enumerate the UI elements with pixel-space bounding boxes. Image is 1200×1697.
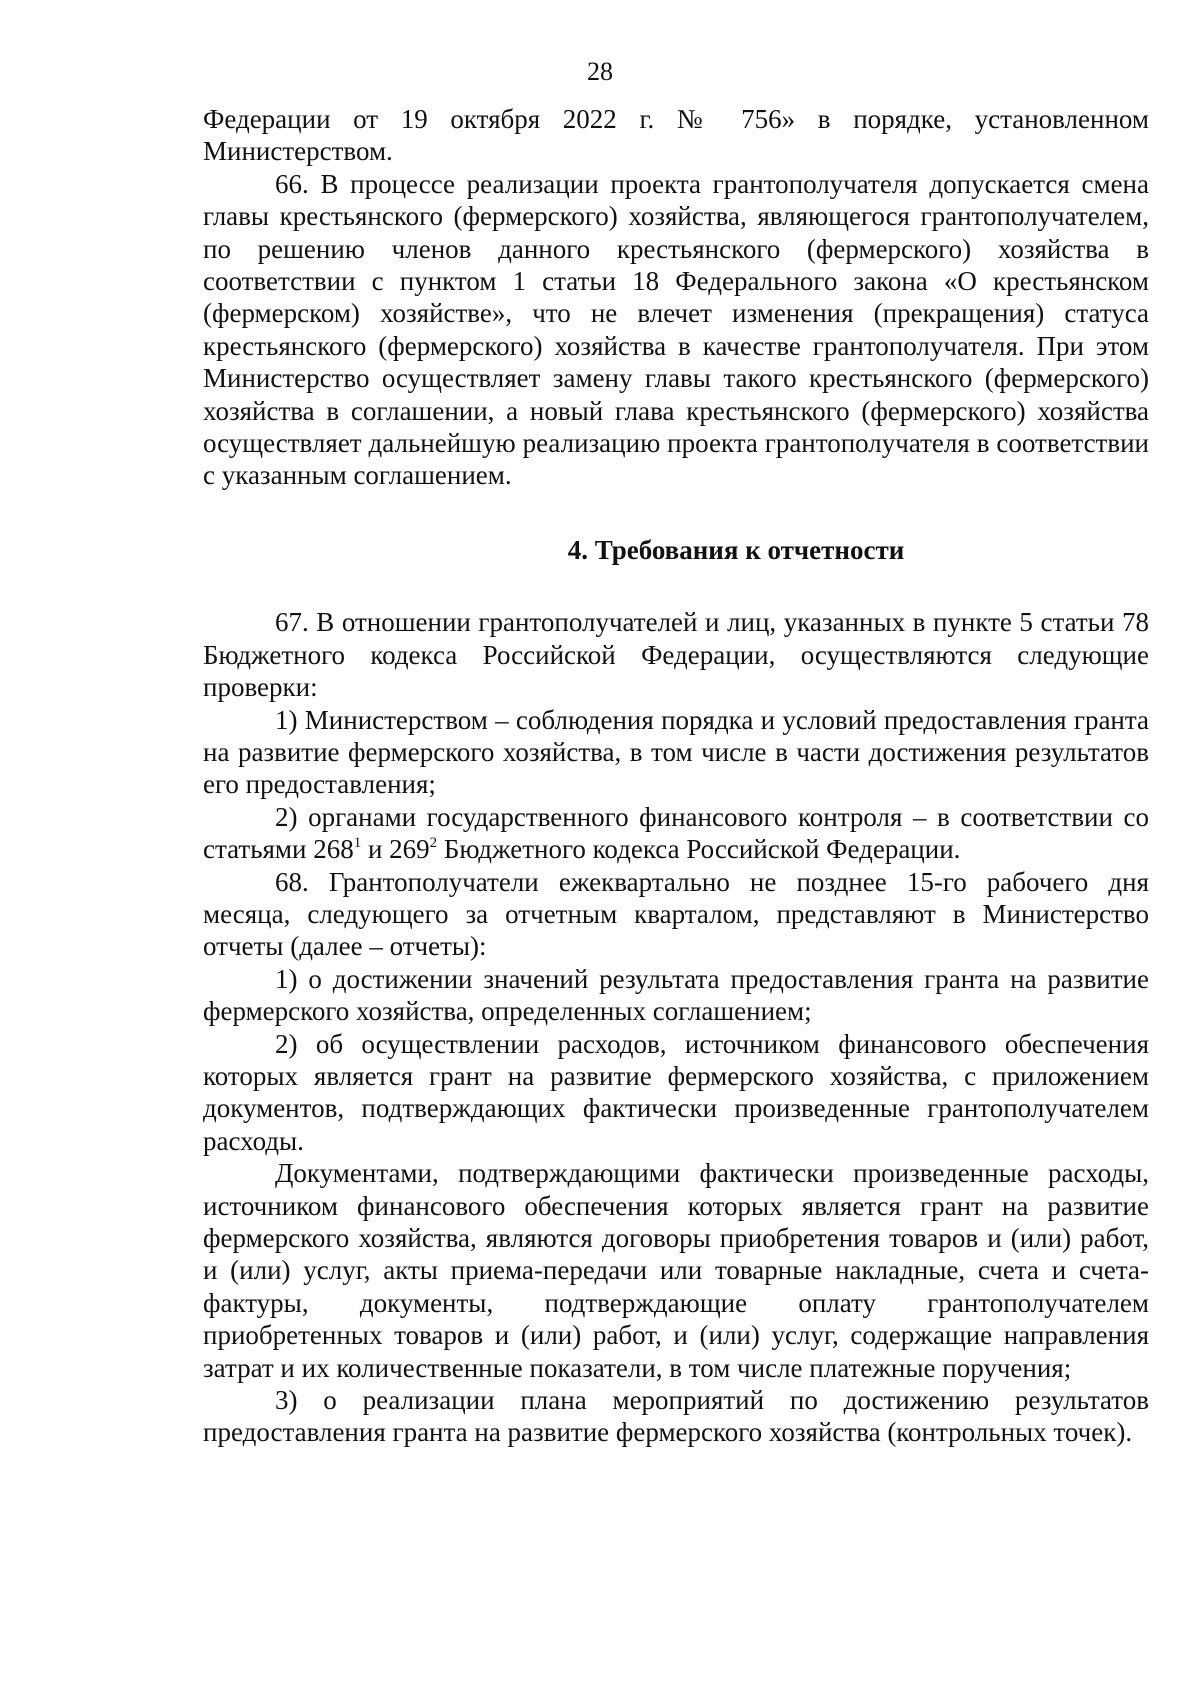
paragraph-68: 68. Грантополучатели ежеквартально не позднее 15-го рабочего дня месяца, следующего за отчетным кварталом, представляют в Министерство отчеты (далее – отчеты): [203, 866, 1149, 962]
paragraph-68-item-2: 2) об осуществлении расходов, источником финансового обеспечения которых является грант на развитие фермерского хозяйства, с приложением документов, подтверждающих фактически произведенные грантополучателем расходы. [203, 1028, 1149, 1156]
articles-middle: и 269 [361, 834, 430, 865]
articles-suffix: Бюджетного кодекса Российской Федерации. [437, 834, 961, 865]
articles-prefix: 2) органами государственного финансового контроля – в соответствии со статьями 268 [203, 801, 1149, 865]
paragraph-documents: Документами, подтверждающими фактически произведенные расходы, источником финансового обеспечения которых является грант на развитие фермерского хозяйства, являются договоры приобретения товаров и (или) работ, и (или) услуг, акты приема-передачи или товарные накладные, счета и счета-фактуры, документы, подтверждающие оплату грантополучателем приобретенных товаров и (или) работ, и (или) услуг, содержащие направления затрат и их количественные показатели, в том числе платежные поручения; [203, 1158, 1149, 1383]
section-heading: 4. Требования к отчетности [567, 534, 905, 565]
article-269-superscript: 2 [429, 835, 438, 852]
paragraph-67-item-1: 1) Министерством – соблюдения порядка и условий предоставления гранта на развитие фермерского хозяйства, в том числе в части достижения результатов его предоставления; [203, 704, 1149, 800]
paragraph-continuation: Федерации от 19 октября 2022 г. № 756» в порядке, установленном Министерством. [203, 104, 1149, 167]
paragraph-67: 67. В отношении грантополучателей и лиц, указанных в пункте 5 статьи 78 Бюджетного кодекса Российской Федерации, осуществляются следующие проверки: [203, 607, 1149, 703]
paragraph-66: 66. В процессе реализации проекта грантополучателя допускается смена главы крестьянского (фермерского) хозяйства, являющегося грантополучателем, по решению членов данного крестьянского (фермерского) хозяйства в соответствии с пунктом 1 статьи 18 Федерального закона «О крестьянском (фермерском) хозяйстве», что не влечет изменения (прекращения) статуса крестьянского (фермерского) хозяйства в качестве грантополучателя. При этом Министерство осуществляет замену главы такого крестьянского (фермерского) хозяйства в соглашении, а новый глава крестьянского (фермерского) хозяйства осуществляет дальнейшую реализацию проекта грантополучателя в соответствии с указанным соглашением. [203, 168, 1149, 491]
document-body [203, 103, 1149, 1449]
paragraph-68-item-3: 3) о реализации плана мероприятий по достижению результатов предоставления гранта на развитие фермерского хозяйства (контрольных точек). [203, 1385, 1149, 1448]
page-number: 28 [587, 57, 613, 86]
paragraph-67-item-2 [203, 801, 1149, 866]
paragraph-68-item-1: 1) о достижении значений результата предоставления гранта на развитие фермерского хозяйства, определенных соглашением; [203, 963, 1149, 1027]
article-268-superscript: 1 [353, 835, 362, 852]
